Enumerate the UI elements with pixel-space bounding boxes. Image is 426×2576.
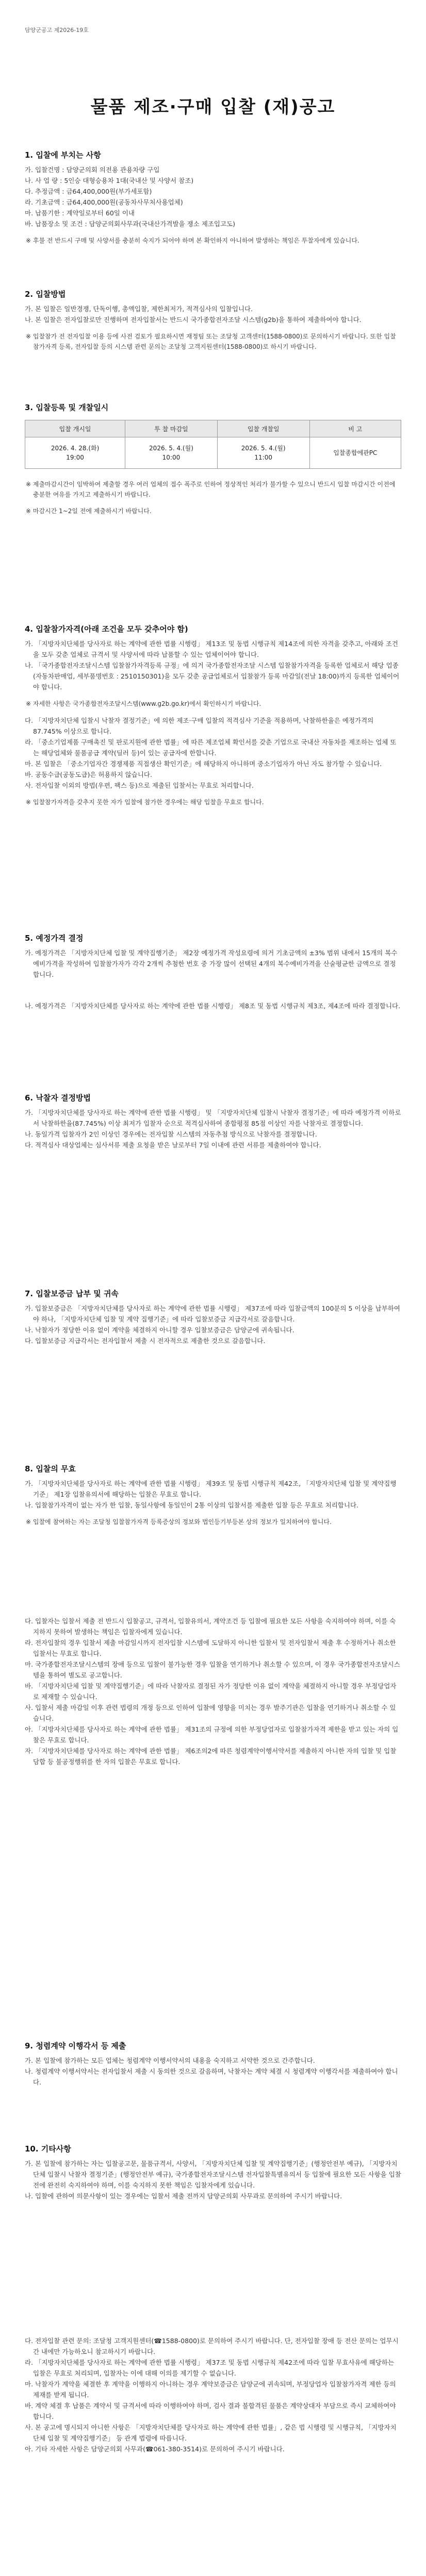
notice-number: 담양군공고 제2026-19호 (25, 27, 89, 33)
list-item: 사. 전자입찰 이외의 방법(우편, 팩스 등)으로 제출된 입찰서는 무효로 처리합니다. (25, 782, 254, 789)
column-header: 입찰 개시일 (25, 420, 125, 437)
list-item: 나. 청렴계약 이행서약서는 전자입찰서 제출 시 동의한 것으로 갈음하며, 낙찰자는 계약 체결 시 청렴계약 이행각서를 제출하여야 합니다. (25, 2067, 398, 2086)
list-item: 마. 본 입찰은 「중소기업자간 경쟁제품 직접생산 확인기준」에 해당하지 아니하며 중소기업자가 아닌 자도 참가할 수 있습니다. (25, 760, 382, 768)
list-item: 다. 「지방자치단체 입찰시 낙찰자 결정기준」에 의한 제조·구매 입찰의 적격심사 기준을 적용하며, 낙찰하한율은 예정가격의 87.745% 이상으로 합니다. (25, 717, 374, 735)
section-heading: 6. 낙찰자 결정방법 (25, 1093, 91, 1103)
table-cell: 2026. 4. 28.(화) 19:00 (25, 437, 125, 469)
section-7 (25, 1288, 401, 1346)
section-heading: 8. 입찰의 무효 (25, 1464, 76, 1473)
list-item: 나. 사 업 량 : 5인승 대형승용차 1대(국내산 및 사양서 참조) (25, 177, 194, 184)
table-row (25, 437, 401, 469)
column-header: 입찰 개찰일 (217, 420, 309, 437)
list-item: 다. 적격심사 대상업체는 심사서류 제출 요청을 받은 날로부터 7일 이내에 관련 서류를 제출하여야 합니다. (25, 1141, 321, 1149)
table-cell: 입찰종합에관PC (309, 437, 401, 469)
list-item: 사. 본 공고에 명시되지 아니한 사항은 「지방자치단체를 당사자로 하는 계약에 관한 법률」, 같은 법 시행령 및 시행규칙, 「지방자치단체 입찰 및 계약집행기준」 등 관계 법령에 따릅니다. (25, 2424, 397, 2442)
column-header: 투 찰 마감일 (125, 420, 218, 437)
table-header-row (25, 420, 401, 437)
list-item: 나. 예정가격은 「지방자치단체를 당사자로 하는 계약에 관한 법률 시행령」 제8조 및 동법 시행규칙 제3조, 제4조에 따라 결정합니다. (25, 1002, 401, 1010)
section-heading: 1. 입찰에 부치는 사항 (25, 150, 101, 160)
list-item: 다. 입찰보증금 지급각서는 전자입찰서 제출 시 전자적으로 제출한 것으로 갈음합니다. (25, 1337, 266, 1345)
list-item: 가. 「지방자치단체를 당사자로 하는 계약에 관한 법률 시행령」 및 「지방자치단체 입찰시 낙찰자 결정기준」에 따라 예정가격 이하로서 낙찰하한율(87.745%) 이상 최저가 입찰자 순으로 적격심사하여 종합평점 85점 이상인 자를 낙찰자로 결정합니다. (25, 1109, 401, 1127)
list-item: 나. 입찰참가자격이 없는 자가 한 입찰, 동일사항에 동일인이 2통 이상의 입찰서를 제출한 입찰 등은 무효로 처리합니다. (25, 1501, 359, 1509)
list-item: 아. 「지방자치단체를 당사자로 하는 계약에 관한 법률」 제31조의 규정에 의한 부정당업자로 입찰참가자격 제한을 받고 있는 자의 입찰은 무효로 합니다. (25, 1725, 399, 1744)
section-2 (25, 289, 401, 358)
note-text: ※ 입찰에 참여하는 자는 조달청 입찰참가자격 등록증상의 정보와 법인등기부등본 상의 정보가 일치하여야 합니다. (26, 1518, 332, 1526)
note-text: ※ 입찰참가 전 전자입찰 이용 등에 사전 검토가 필요하시면 재정팀 또는 조달청 고객센터(1588-0800)로 문의하시기 바랍니다. 또한 입찰참가자격 등록, 전자입찰 등의 시스템 관련 문의는 조달청 고객지원센터(1588-0800)로 하시기 바랍니다. (26, 333, 396, 350)
list-item: 바. 계약 체결 후 납품은 계약서 및 규격서에 따라 이행하여야 하며, 검사 결과 불합격된 물품은 계약상대자 부담으로 즉시 교체하여야 합니다. (25, 2402, 396, 2420)
list-item: 사. 입찰서 제출 마감일 이후 관련 법령의 개정 등으로 인하여 입찰에 영향을 미치는 경우 발주기관은 입찰을 연기하거나 취소할 수 있습니다. (25, 1704, 396, 1722)
list-item: 가. 예정가격은 「지방자치단체 입찰 및 계약집행기준」 제2장 예정가격 작성요령에 의거 기초금액의 ±3% 범위 내에서 15개의 복수예비가격을 작성하여 입찰참가자가 각각 2개씩 추첨한 번호 중 가장 많이 선택된 4개의 복수예비가격을 산술평균한 금액으로 결정합니다. (25, 949, 398, 978)
section-10 (25, 2143, 401, 2454)
note-text: ※ 마감시간 1~2일 전에 제출하시기 바랍니다. (26, 507, 152, 515)
section-heading: 9. 청렴계약 이행각서 등 제출 (25, 2041, 126, 2050)
section-6 (25, 1092, 401, 1150)
list-item: 마. 국가종합전자조달시스템의 장애 등으로 입찰이 불가능한 경우 입찰을 연기하거나 취소할 수 있으며, 이 경우 국가종합전자조달시스템을 통하여 별도로 공고합니다. (25, 1660, 400, 1679)
section-1 (25, 149, 401, 252)
list-item: 라. 전자입찰의 경우 입찰서 제출 마감일시까지 전자입찰 시스템에 도달하지 아니한 입찰서 및 전자입찰서 제출 후 수정하거나 취소한 입찰서는 무효로 합니다. (25, 1639, 396, 1657)
section-4 (25, 623, 401, 814)
list-item: 자. 「지방자치단체를 당사자로 하는 계약에 관한 법률」 제6조의2에 따른 청렴계약이행서약서를 제출하지 아니한 자의 입찰 및 입찰담합 등 불공정행위를 한 자의 입찰은 무효로 합니다. (25, 1747, 397, 1766)
list-item: 라. 「중소기업제품 구매촉진 및 판로지원에 관한 법률」에 따른 제조업체 확인서를 갖춘 기업으로 국내산 자동차를 제조하는 업체 또는 해당업체와 물품공급 계약(딜러 등)이 있는 공급자에 한합니다. (25, 738, 397, 757)
section-3 (25, 402, 401, 522)
list-item: 가. 본 입찰은 일반경쟁, 단독이행, 총액입찰, 제한최저가, 적격심사의 입찰입니다. (25, 305, 253, 313)
section-heading: 2. 입찰방법 (25, 290, 66, 299)
list-item: 바. 「지방자치단체 입찰 및 계약집행기준」에 따라 낙찰자로 결정된 자가 정당한 이유 없이 계약을 체결하지 아니할 경우 부정당업자로 제재할 수 있습니다. (25, 1682, 397, 1701)
section-heading: 4. 입찰참가자격(아래 조건을 모두 갖추어야 함) (25, 624, 188, 634)
note-text: ※ 제출마감시간이 임박하여 제출할 경우 여러 업체의 접수 폭주로 인하여 정상적인 처리가 불가할 수 있으니 반드시 입찰 마감시간 이전에 충분한 여유를 가지고 제출하시기 바랍니다. (26, 481, 396, 498)
list-item: 다. 전자입찰 관련 문의: 조달청 고객지원센터(☎1588-0800)로 문의하여 주시기 바랍니다. 단, 전자입찰 장애 등 전산 문의는 업무시간 내에만 가능하오니 참고하시기 바랍니다. (25, 2337, 399, 2355)
list-item: 나. 본 입찰은 전자입찰로만 진행하며 전자입찰서는 반드시 국가종합전자조달 시스템(g2b)을 통하여 제출하여야 합니다. (25, 316, 362, 324)
list-item: 가. 「지방자치단체를 당사자로 하는 계약에 관한 법률 시행령」 제13조 및 동법 시행규칙 제14조에 의한 자격을 갖추고, 아래와 조건을 모두 갖춘 업체로 규격서 및 사양서에 따라 납품할 수 있는 업체이어야 합니다. (25, 640, 398, 658)
section-5 (25, 933, 401, 1011)
section-9 (25, 2040, 401, 2088)
list-item: 가. 본 입찰에 참가하는 모든 업체는 청렴계약 이행서약서의 내용을 숙지하고 서약한 것으로 간주합니다. (25, 2057, 315, 2064)
page-title: 물품 제조·구매 입찰 (재)공고 (90, 97, 336, 117)
note-text: ※ 후불 전 반드시 구매 및 사양서를 충분히 숙지가 되어야 하며 본 확인하지 아니하여 발생하는 책임은 투찰자에게 있습니다. (26, 237, 359, 244)
list-item: 나. 「국가종합전자조달시스템 입찰참가자격등록 규정」에 의거 국가종합전자조달 시스템 입찰참가자격을 등록한 업체로서 해당 업종(자동차판매업, 세부품명번호 : 2510150301)을 모두 갖춘 공급업체로서 입찰참가 등록 마감일(전날 18:00)까지 등록한 업체이어야 합니다. (25, 662, 400, 691)
list-item: 나. 동일가격 입찰자가 2인 이상인 경우에는 전자입찰 시스템의 자동추첨 방식으로 낙찰자를 결정합니다. (25, 1130, 317, 1138)
list-item: 라. 기초금액 : 금64,400,000원(공동차사무처사용업체) (25, 198, 183, 206)
list-item: 라. 「지방자치단체를 당사자로 하는 계약에 관한 법률 시행령」 제37조 및 동법 시행규칙 제42조에 따라 입찰 무효사유에 해당하는 입찰은 무효로 처리되며, 입찰자는 이에 대해 이의를 제기할 수 없습니다. (25, 2359, 395, 2377)
table-cell: 2026. 5. 4.(월) 10:00 (125, 437, 218, 469)
list-item: 나. 낙찰자가 정당한 이유 없이 계약을 체결하지 아니할 경우 입찰보증금은 담양군에 귀속됩니다. (25, 1326, 294, 1334)
list-item: 다. 추정금액 : 금64,400,000원(부가세포함) (25, 188, 152, 195)
list-item: 가. 입찰건명 : 담양군의회 의전용 관용차량 구입 (25, 166, 160, 174)
list-item: 마. 납품기한 : 계약일로부터 60일 이내 (25, 209, 135, 217)
section-heading: 3. 입찰등록 및 개찰일시 (25, 403, 109, 412)
list-item: 가. 본 입찰에 참가하는 자는 입찰공고문, 물품규격서, 사양서, 「지방자치단체 입찰 및 계약집행기준」(행정안전부 예규), 「지방자치단체 입찰시 낙찰자 결정기준」(행정안전부 예규), 국가종합전자조달시스템 전자입찰특별유의서 등 입찰에 필요한 모든 사항을 입찰 전에 완전히 숙지하여야 하며, 이를 숙지하지 못한 책임은 입찰자에게 있습니다. (25, 2160, 401, 2189)
list-item: 가. 입찰보증금은 「지방자치단체를 당사자로 하는 계약에 관한 법률 시행령」 제37조에 따라 입찰금액의 100분의 5 이상을 납부하여야 하나, 「지방자치단체 입찰 및 계약 집행기준」에 따라 입찰보증금 지급각서로 갈음합니다. (25, 1304, 400, 1323)
list-item: 나. 입찰에 관하여 의문사항이 있는 경우에는 입찰서 제출 전까지 담양군의회 사무과로 문의하여 주시기 바랍니다. (25, 2192, 342, 2200)
schedule-table (25, 420, 401, 469)
section-heading: 7. 입찰보증금 납부 및 귀속 (25, 1289, 119, 1298)
list-item: 마. 낙찰자가 계약을 체결한 후 계약을 이행하지 아니하는 경우 계약보증금은 담양군에 귀속되며, 부정당업자 입찰참가자격 제한 등의 제재를 받게 됩니다. (25, 2380, 396, 2399)
list-item: 아. 기타 자세한 사항은 담양군의회 사무과(☎061-380-3514)로 문의하여 주시기 바랍니다. (25, 2445, 285, 2453)
list-item: 바. 공동수급(공동도급)은 허용하지 않습니다. (25, 771, 152, 778)
note-text: ※ 입찰참가자격을 갖추지 못한 자가 입찰에 참가한 경우에는 해당 입찰을 무효로 합니다. (26, 799, 264, 806)
list-item: 다. 입찰자는 입찰서 제출 전 반드시 입찰공고, 규격서, 입찰유의서, 계약조건 등 입찰에 필요한 모든 사항을 숙지하여야 하며, 이를 숙지하지 못하여 발생하는 책임은 입찰자에게 있습니다. (25, 1617, 396, 1636)
section-heading: 5. 예정가격 결정 (25, 934, 84, 943)
section-heading: 10. 기타사항 (25, 2144, 71, 2154)
note-text: ※ 자세한 사항은 국가종합전자조달시스템(www.g2b.go.kr)에서 확인하시기 바랍니다. (26, 700, 261, 707)
column-header: 비 고 (309, 420, 401, 437)
table-cell: 2026. 5. 4.(월) 11:00 (217, 437, 309, 469)
section-8 (25, 1463, 401, 1767)
list-item: 가. 「지방자치단체를 당사자로 하는 계약에 관한 법률 시행령」 제39조 및 동법 시행규칙 제42조, 「지방자치단체 입찰 및 계약집행기준」 제1장 입찰유의서에 해당하는 입찰은 무효로 합니다. (25, 1480, 397, 1498)
list-item: 바. 납품장소 및 조건 : 담양군의회사무과(국내산가격발을 쟁소 제조입고도) (25, 220, 236, 228)
